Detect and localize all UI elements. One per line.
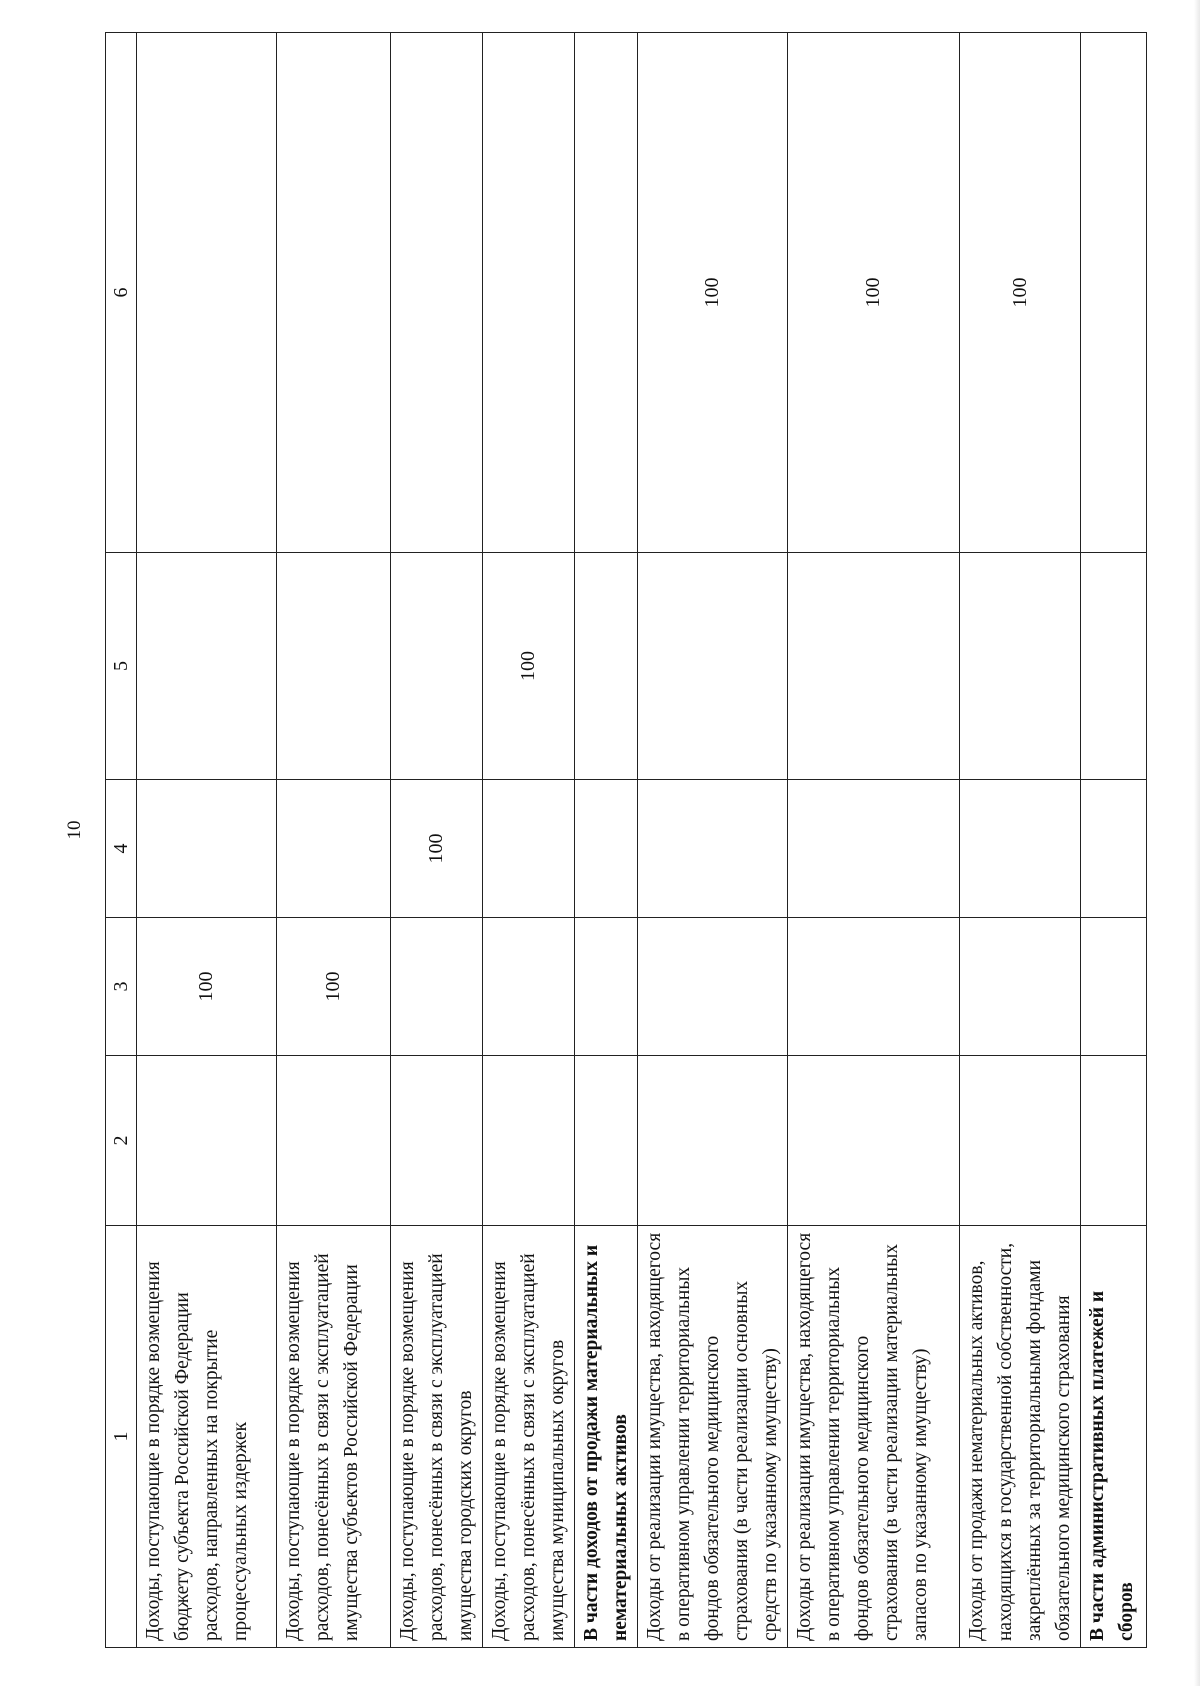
value-cell-col3 (575, 918, 638, 1056)
description-cell: Доходы от реализации имущества, находящегося в оперативном управлении территориальных фондов обязательного медицинского страхования (в части реализации основных средств по указанному имуществу) (638, 1226, 788, 1648)
value-cell-col6 (391, 33, 483, 553)
section-heading-cell: В части доходов от продажи материальных и нематериальных активов (575, 1226, 638, 1648)
column-header-6: 6 (106, 33, 137, 553)
table-row (483, 33, 575, 1648)
column-header-1: 1 (106, 1226, 137, 1648)
value-cell-col2 (960, 1056, 1081, 1226)
value-cell-col6: 100 (788, 33, 960, 553)
value-cell-col5 (788, 553, 960, 780)
rotated-table-container (105, 33, 1137, 1648)
table-row (277, 33, 391, 1648)
value-cell-col4 (575, 780, 638, 918)
column-header-3: 3 (106, 918, 137, 1056)
value-cell-col3 (391, 918, 483, 1056)
value-cell-col4 (788, 780, 960, 918)
section-heading-cell: В части административных платежей и сборов (1081, 1226, 1147, 1648)
value-cell-col4 (960, 780, 1081, 918)
value-cell-col5: 100 (483, 553, 575, 780)
value-cell-col5 (575, 553, 638, 780)
table-row (575, 33, 638, 1648)
value-cell-col2 (277, 1056, 391, 1226)
description-cell: Доходы, поступающие в порядке возмещения расходов, понесённых в связи с эксплуатацией имущества муниципальных округов (483, 1226, 575, 1648)
value-cell-col3 (960, 918, 1081, 1056)
value-cell-col3: 100 (137, 918, 277, 1056)
value-cell-col6 (483, 33, 575, 553)
table-row (137, 33, 277, 1648)
description-cell: Доходы от продажи нематериальных активов, находящихся в государственной собственности, закреплённых за территориальными фондами обязательного медицинского страхования (960, 1226, 1081, 1648)
page-number: 10 (64, 820, 85, 840)
scan-edge-shadow (1194, 0, 1200, 1686)
value-cell-col6 (277, 33, 391, 553)
value-cell-col5 (960, 553, 1081, 780)
value-cell-col2 (788, 1056, 960, 1226)
value-cell-col4 (137, 780, 277, 918)
value-cell-col4 (277, 780, 391, 918)
table-row (1081, 33, 1147, 1648)
table-row (960, 33, 1081, 1648)
value-cell-col3 (638, 918, 788, 1056)
table-header-row (106, 33, 137, 1648)
column-header-4: 4 (106, 780, 137, 918)
value-cell-col3 (788, 918, 960, 1056)
description-cell: Доходы, поступающие в порядке возмещения бюджету субъекта Российской Федерации расходов, направленных на покрытие процессуальных издержек (137, 1226, 277, 1648)
distribution-table (105, 32, 1147, 1648)
value-cell-col6: 100 (960, 33, 1081, 553)
value-cell-col4 (638, 780, 788, 918)
value-cell-col4 (1081, 780, 1147, 918)
value-cell-col2 (483, 1056, 575, 1226)
description-cell: Доходы от реализации имущества, находящегося в оперативном управлении территориальных фондов обязательного медицинского страхования (в части реализации материальных запасов по указанному имуществу) (788, 1226, 960, 1648)
value-cell-col2 (391, 1056, 483, 1226)
table-row (788, 33, 960, 1648)
value-cell-col5 (391, 553, 483, 780)
value-cell-col5 (638, 553, 788, 780)
value-cell-col5 (137, 553, 277, 780)
value-cell-col5 (277, 553, 391, 780)
value-cell-col5 (1081, 553, 1147, 780)
value-cell-col6 (137, 33, 277, 553)
value-cell-col3 (483, 918, 575, 1056)
value-cell-col2 (575, 1056, 638, 1226)
table-row (638, 33, 788, 1648)
value-cell-col3 (1081, 918, 1147, 1056)
value-cell-col6 (575, 33, 638, 553)
value-cell-col3: 100 (277, 918, 391, 1056)
value-cell-col6: 100 (638, 33, 788, 553)
column-header-2: 2 (106, 1056, 137, 1226)
value-cell-col4: 100 (391, 780, 483, 918)
description-cell: Доходы, поступающие в порядке возмещения расходов, понесённых в связи с эксплуатацией имущества городских округов (391, 1226, 483, 1648)
column-header-5: 5 (106, 553, 137, 780)
value-cell-col2 (1081, 1056, 1147, 1226)
table-row (391, 33, 483, 1648)
value-cell-col2 (638, 1056, 788, 1226)
value-cell-col6 (1081, 33, 1147, 553)
value-cell-col2 (137, 1056, 277, 1226)
value-cell-col4 (483, 780, 575, 918)
description-cell: Доходы, поступающие в порядке возмещения расходов, понесённых в связи с эксплуатацией имущества субъектов Российской Федерации (277, 1226, 391, 1648)
